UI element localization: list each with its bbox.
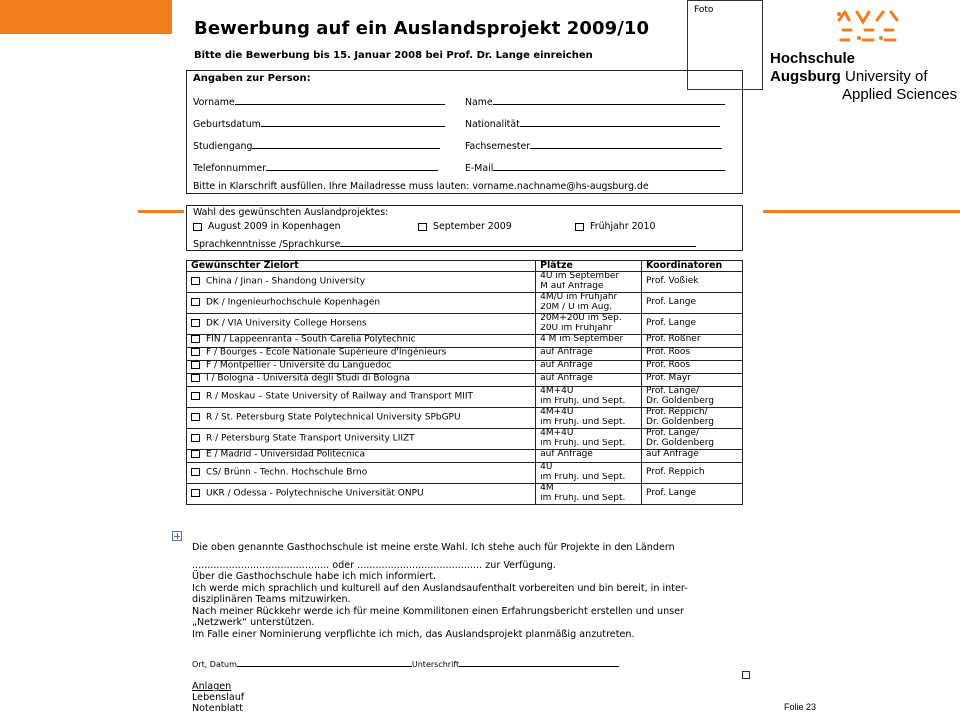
signature-row[interactable] <box>192 657 619 671</box>
zielort-table <box>186 260 743 505</box>
studiengang-field[interactable] <box>193 139 440 152</box>
checkbox[interactable] <box>191 413 200 421</box>
person-header: Angaben zur Person: <box>193 73 311 84</box>
checkbox[interactable] <box>191 319 200 327</box>
zielort-cell <box>187 374 536 387</box>
vorname-field[interactable] <box>193 95 445 108</box>
checkbox[interactable] <box>191 434 200 442</box>
plaetze-line: 4M/U im Frühjahr <box>540 293 618 302</box>
koordinator-line: Prof. Rößner <box>646 334 701 344</box>
wahl-header: Wahl des gewünschten Auslandprojektes: <box>193 207 389 218</box>
zielort-cell <box>187 335 536 348</box>
statement-line: Im Falle einer Nominierung verpflichte ich mich, das Auslandsprojekt planmäßig anzutreten. <box>192 628 635 640</box>
checkbox[interactable] <box>191 489 200 497</box>
plaetze-cell <box>536 272 642 293</box>
plaetze-cell <box>536 335 642 348</box>
anlage-item: Notenblatt <box>192 703 243 714</box>
zielort-label: DK / VIA University College Horsens <box>206 318 367 329</box>
koordinator-cell <box>642 450 743 463</box>
table-row <box>187 314 743 335</box>
koordinator-cell <box>642 463 743 484</box>
zielort-label: CS/ Brünn - Techn. Hochschule Brno <box>206 467 368 478</box>
checkbox[interactable] <box>191 468 200 476</box>
telefon-field[interactable] <box>193 161 438 174</box>
checkbox[interactable] <box>191 450 200 458</box>
wahl-section <box>186 205 743 251</box>
header-koordinatoren: Koordinatoren <box>642 261 743 272</box>
table-row <box>187 450 743 463</box>
koordinator-line: Dr. Goldenberg <box>646 416 715 427</box>
ort-datum-label: Ort, Datum <box>192 660 237 669</box>
zielort-cell <box>187 429 536 450</box>
email-field[interactable] <box>465 161 725 174</box>
checkbox[interactable] <box>191 392 200 400</box>
zielort-label: UKR / Odessa - Polytechnische Universität ONPU <box>206 488 424 499</box>
plaetze-cell <box>536 408 642 429</box>
zielort-label: R / St. Petersburg State Polytechnical University SPbGPU <box>206 412 461 423</box>
zielort-cell <box>187 361 536 374</box>
anlagen-block <box>192 681 244 714</box>
koordinator-cell <box>642 387 743 408</box>
option-label: Frühjahr 2010 <box>590 221 656 232</box>
koordinator-line: Prof. Lange <box>646 318 697 329</box>
plaetze-cell <box>536 387 642 408</box>
koordinator-cell <box>642 484 743 505</box>
plaetze-cell <box>536 374 642 387</box>
zielort-cell <box>187 484 536 505</box>
plaetze-line: 4U im September <box>540 272 620 281</box>
table-row <box>187 272 743 293</box>
zielort-label: FIN / Lappeenranta - South Carelia Polytechnic <box>206 334 416 345</box>
plaetze-cell <box>536 314 642 335</box>
checkbox[interactable] <box>191 348 200 356</box>
checkbox[interactable] <box>191 277 200 285</box>
plaetze-line: 4M+4U <box>540 429 574 438</box>
checkbox[interactable] <box>575 223 584 231</box>
photo-label: Foto <box>694 5 714 15</box>
koordinator-cell <box>642 361 743 374</box>
plaetze-line: im Frühj. und Sept. <box>540 396 626 406</box>
statement-line: disziplinären Teams mitzuwirken. <box>192 594 351 605</box>
hochschule-logo-text <box>770 50 957 104</box>
orange-rule-right <box>763 210 960 213</box>
plaetze-line: 20U im Frühjahr <box>540 323 613 333</box>
zielort-cell <box>187 463 536 484</box>
checkbox[interactable] <box>191 374 200 382</box>
person-section <box>186 70 743 194</box>
zielort-cell <box>187 408 536 429</box>
name-label: Name <box>465 97 493 108</box>
plaetze-line: 4M <box>540 484 554 493</box>
zielort-label: R / Moskau – State University of Railway and Transport MIIT <box>206 391 474 402</box>
koordinator-line: Prof. Voßiek <box>646 276 699 287</box>
plaetze-line: 4M+4U <box>540 408 574 417</box>
zielort-label: F / Bourges - Ecole Nationale Supérieure d'Ingénieurs <box>206 347 447 358</box>
plaetze-cell <box>536 361 642 374</box>
table-row <box>187 429 743 450</box>
checkbox[interactable] <box>191 361 200 369</box>
table-row <box>187 361 743 374</box>
koordinator-cell <box>642 272 743 293</box>
koordinator-cell <box>642 314 743 335</box>
koordinator-line: Dr. Goldenberg <box>646 395 715 406</box>
statement-line: ............................................. oder ......................................... zur Verfügung. <box>192 559 556 571</box>
page-marker-square <box>742 671 750 679</box>
table-row <box>187 408 743 429</box>
koordinator-cell <box>642 408 743 429</box>
table-row <box>187 387 743 408</box>
plaetze-cell <box>536 429 642 450</box>
plaetze-cell <box>536 348 642 361</box>
plaetze-line: auf Anfrage <box>540 374 593 383</box>
table-row <box>187 348 743 361</box>
koordinator-line: Prof. Roos <box>646 360 691 370</box>
koordinator-line: Prof. Lange/ <box>646 428 700 438</box>
koordinator-line: Prof. Lange <box>646 488 697 499</box>
koordinator-line: Prof. Mayr <box>646 373 691 383</box>
plaetze-line: im Frühj. und Sept. <box>540 417 626 427</box>
plaetze-line: im Frühj. und Sept. <box>540 493 626 503</box>
plaetze-line: im Frühj. und Sept. <box>540 438 626 448</box>
plaetze-line: 20M+20U im Sep. <box>540 314 622 323</box>
statement-line: Die oben genannte Gasthochschule ist meine erste Wahl. Ich stehe auch für Projekte in den Ländern <box>192 542 675 553</box>
option-label: September 2009 <box>433 221 512 232</box>
koordinator-cell <box>642 335 743 348</box>
zielort-label: E / Madrid - Universidad Politecnica <box>206 449 365 460</box>
person-hint: Bitte in Klarschrift ausfüllen. Ihre Mailadresse muss lauten: vorname.nachname@hs-augsburg.de <box>193 181 649 192</box>
studiengang-label: Studiengang <box>193 141 253 152</box>
anlagen-header: Anlagen <box>192 681 232 692</box>
statement-line: Über die Gasthochschule habe ich mich informiert. <box>192 571 437 582</box>
name-field[interactable] <box>465 95 725 108</box>
koordinator-line: Prof. Reppich/ <box>646 407 708 417</box>
zielort-cell <box>187 293 536 314</box>
orange-rule-left <box>138 210 184 213</box>
sprachkenntnisse-field[interactable] <box>193 237 696 250</box>
koordinator-line: Prof. Reppich <box>646 467 705 478</box>
koordinator-cell <box>642 429 743 450</box>
orange-corner-block <box>0 0 172 34</box>
option-label: August 2009 in Kopenhagen <box>208 221 341 232</box>
checkbox[interactable] <box>193 223 202 231</box>
option-september-2009[interactable] <box>418 221 512 232</box>
vorname-label: Vorname <box>193 97 235 108</box>
zielort-label: DK / Ingenieurhochschule Kopenhagen <box>206 297 381 308</box>
koordinator-line: Prof. Lange <box>646 297 697 308</box>
checkbox[interactable] <box>418 223 427 231</box>
header-zielort: Gewünschter Zielort <box>187 261 536 272</box>
table-row <box>187 484 743 505</box>
logo-line-1: Hochschule <box>770 50 856 67</box>
table-header-row <box>187 261 743 272</box>
table-row <box>187 335 743 348</box>
plaetze-line: 4 M im September <box>540 335 624 344</box>
koordinator-cell <box>642 293 743 314</box>
zielort-label: R / Petersburg State Transport University LIIZT <box>206 433 415 444</box>
plaetze-line: auf Anfrage <box>540 361 593 370</box>
form-title: Bewerbung auf ein Auslandsprojekt 2009/10 <box>194 18 650 39</box>
plaetze-line: 4U <box>540 463 553 472</box>
anlage-item: Lebenslauf <box>192 692 245 703</box>
plaetze-line: auf Anfrage <box>540 348 593 357</box>
table-row <box>187 374 743 387</box>
logo-line-2a: Augsburg <box>770 68 841 85</box>
statement-line: Ich werde mich sprachlich und kulturell auf den Auslandsaufenthalt vorbereiten und bin bereit, in inter- <box>192 582 688 594</box>
zielort-cell <box>187 387 536 408</box>
zielort-label: F / Montpellier - Université du Languedoc <box>206 360 392 371</box>
zielort-label: I / Bologna - Università degli Studi di Bologna <box>206 373 410 384</box>
logo-line-3: Applied Sciences <box>842 86 958 103</box>
zielort-label: China / Jinan - Shandong University <box>206 276 366 287</box>
table-row <box>187 463 743 484</box>
zielort-cell <box>187 450 536 463</box>
checkbox[interactable] <box>191 298 200 306</box>
koordinator-line: Dr. Goldenberg <box>646 437 715 448</box>
zielort-cell <box>187 314 536 335</box>
option-august-2009[interactable] <box>193 221 341 232</box>
plaetze-cell <box>536 463 642 484</box>
telefon-label: Telefonnummer <box>193 163 267 174</box>
nationalitaet-field[interactable] <box>465 117 720 130</box>
koordinator-cell <box>642 374 743 387</box>
fachsemester-field[interactable] <box>465 139 722 152</box>
plaetze-line: 4M+4U <box>540 387 574 396</box>
geburtsdatum-label: Geburtsdatum <box>193 119 261 130</box>
plaetze-cell <box>536 450 642 463</box>
statements-block <box>192 542 688 640</box>
zielort-cell <box>187 272 536 293</box>
slide-number: Folie 23 <box>784 702 817 712</box>
zielort-cell <box>187 348 536 361</box>
geburtsdatum-field[interactable] <box>193 117 445 130</box>
logo-line-2b: University of <box>840 68 928 85</box>
checkbox[interactable] <box>191 335 200 343</box>
koordinator-line: Prof. Roos <box>646 347 691 357</box>
plaetze-line: im Frühj. und Sept. <box>540 472 626 482</box>
header-plaetze: Plätze <box>536 261 642 272</box>
koordinator-line: auf Anfrage <box>646 449 699 459</box>
statement-line: Nach meiner Rückkehr werde ich für meine Kommilitonen einen Erfahrungsbericht erstellen und unser <box>192 605 684 617</box>
plaetze-line: M auf Anfrage <box>540 281 604 291</box>
koordinator-cell <box>642 348 743 361</box>
unterschrift-label: Unterschrift <box>411 660 460 669</box>
sprach-label: Sprachkenntnisse /Sprachkurse <box>193 239 341 250</box>
table-move-handle-icon[interactable] <box>172 531 182 541</box>
table-row <box>187 293 743 314</box>
plaetze-line: 20M / U im Aug. <box>540 302 613 312</box>
koordinator-line: Prof. Lange/ <box>646 386 700 396</box>
plaetze-cell <box>536 293 642 314</box>
hochschule-logo-icon <box>835 8 905 48</box>
fachsemester-label: Fachsemester <box>465 141 531 152</box>
statement-line: „Netzwerk“ unterstützen. <box>192 617 315 628</box>
nationalitaet-label: Nationalität <box>465 119 520 130</box>
deadline-note: Bitte die Bewerbung bis 15. Januar 2008 bei Prof. Dr. Lange einreichen <box>194 50 593 61</box>
plaetze-cell <box>536 484 642 505</box>
email-label: E-Mail <box>465 163 494 174</box>
option-fruehjahr-2010[interactable] <box>575 221 655 232</box>
plaetze-line: auf Anfrage <box>540 450 593 459</box>
